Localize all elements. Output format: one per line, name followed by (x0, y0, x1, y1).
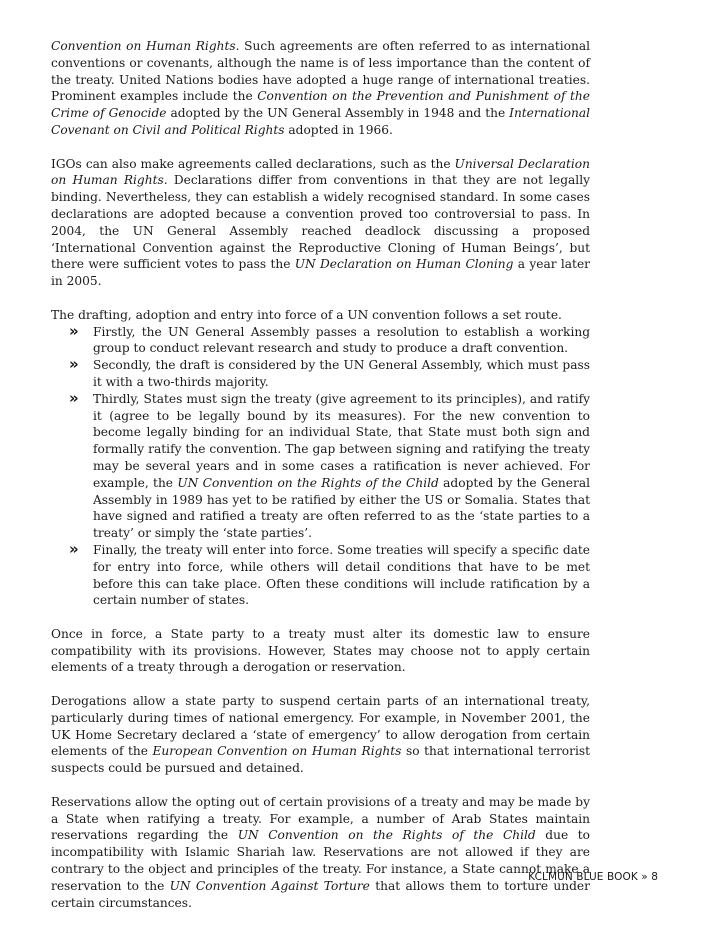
text-run: Reservations allow the opting out of certain provisions of a treaty and may be made by a State when ratifying a treaty. For example, a number of Arab States maintain reservations regarding the (51, 794, 590, 843)
text-run: Finally, the treaty will enter into force. Some treaties will specify a specific date for entry into force, while others will detail conditions that have to be met before this can take place. Often these conditions will include ratification by a certain number of states. (93, 542, 590, 608)
page-footer: KCLMUN BLUE BOOK » 8 (528, 871, 658, 883)
text-run: The drafting, adoption and entry into force of a UN convention follows a set route. (51, 307, 562, 322)
page-content (51, 38, 590, 928)
italic-title: UN Declaration on Human Cloning (294, 257, 514, 272)
text-run: adopted by the UN General Assembly in 1948 and the (166, 106, 510, 121)
text-run: . Declarations differ from conventions in that they are not legally binding. Nevertheless, they can establish a widely recognised standard. In some cases declarations are adopted because a convention proved too controversial to pass. In 2004, the UN General Assembly reached deadlock discussing a proposed ‘International Convention against the Reproductive Cloning of Human Beings’, but there were sufficient votes to pass the (51, 173, 590, 272)
text-run: adopted in 1966. (284, 122, 393, 137)
double-chevron-bullet-icon: » (69, 355, 79, 374)
text-run: . Such agreements are often referred to as international conventions or covenants, although the name is of less importance than the content of the treaty. United Nations bodies have adopted a huge range of international treaties. Prominent examples include the (51, 39, 590, 104)
text-run: due to incompatibility with Islamic Shariah law. Reservations are not allowed if they are contrary to the object and principles of the treaty. For instance, a State cannot make a reservation to the (51, 828, 590, 893)
text-run: Thirdly, States must sign the treaty (give agreement to its principles), and ratify it (agree to be legally bound by its measures). For the new convention to become legally binding for an individual State, that State must both sign and formally ratify the convention. The gap between signing and ratifying the treaty may be several years and in some cases a ratification is never achieved. For example, the (93, 391, 590, 490)
double-chevron-bullet-icon: » (69, 388, 79, 407)
italic-title: Convention on Human Rights (51, 39, 236, 53)
paragraph-derogations (51, 693, 590, 777)
text-run: that allows them to torture under certain circumstances. (51, 878, 590, 910)
text-run: Derogations allow a state party to suspend certain parts of an international treaty, particularly during times of national emergency. For example, in November 2001, the UK Home Secretary declared a ‘state of emergency’ to allow derogation from certain elements of the (51, 694, 590, 759)
italic-title: Universal Declaration on Human Rights (51, 156, 590, 188)
text-run: so that international terrorist suspects could be pursued and detained. (51, 744, 590, 776)
double-chevron-bullet-icon: » (69, 321, 79, 340)
paragraph-reservations (51, 794, 590, 912)
text-run: adopted by the General Assembly in 1989 has yet to be ratified by either the US or Somalia. States that have signed and ratified a treaty are often referred to as the ‘state parties to a treaty’ or simply the ‘state parties’. (93, 475, 590, 541)
text-run: Once in force, a State party to a treaty must alter its domestic law to ensure compatibility with its provisions. However, States may choose not to apply certain elements of a treaty through a derogation or reservation. (51, 626, 590, 675)
italic-title: UN Convention on the Rights of the Child (177, 475, 439, 490)
italic-title: Convention on the Prevention and Punishment of the Crime of Genocide (51, 89, 590, 121)
text-run: a year later in 2005. (51, 257, 590, 289)
list-item (51, 321, 590, 358)
convention-steps-list (51, 321, 590, 610)
paragraph-conventions (51, 38, 590, 139)
list-item (51, 357, 590, 391)
italic-title: European Convention on Human Rights (152, 744, 402, 759)
italic-title: UN Convention on the Rights of the Child (237, 828, 536, 843)
paragraph-declarations (51, 156, 590, 290)
paragraph-route-intro (51, 307, 590, 324)
italic-title: UN Convention Against Torture (169, 878, 370, 893)
list-item (51, 539, 590, 609)
text-run: Secondly, the draft is considered by the UN General Assembly, which must pass it with a two-thirds majority. (93, 358, 590, 389)
text-run: Firstly, the UN General Assembly passes a resolution to establish a working group to conduct relevant research and study to produce a draft convention. (93, 324, 590, 356)
double-chevron-bullet-icon: » (69, 539, 79, 558)
italic-title: International Covenant on Civil and Political Rights (51, 106, 590, 137)
paragraph-domestic-law (51, 626, 590, 676)
text-run: IGOs can also make agreements called declarations, such as the (51, 156, 455, 171)
list-item (51, 388, 590, 542)
